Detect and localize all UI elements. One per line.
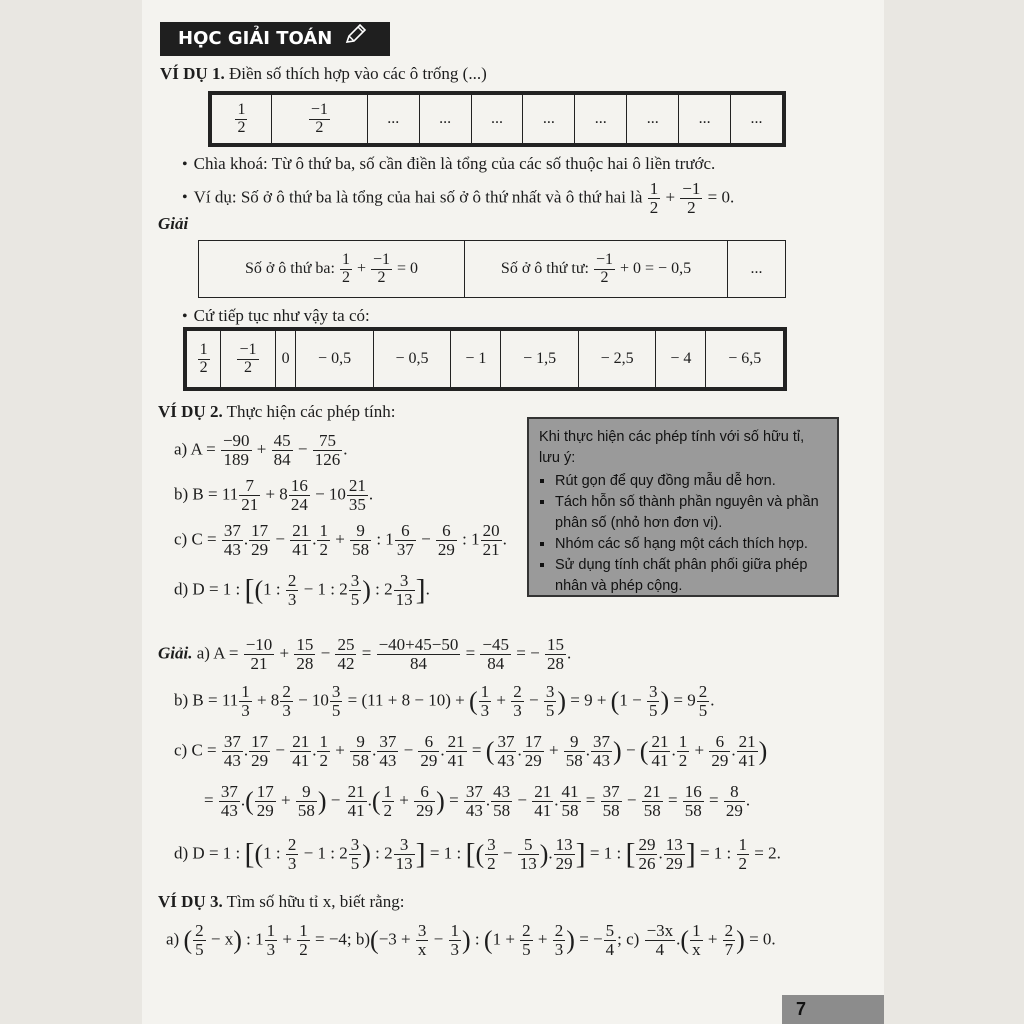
ex2-a: a) A = $\frac{-90}{189}$ + $\frac{45}{84}$ − $\frac{75}{126}$ . [174, 431, 348, 469]
ex2-sol-c1: c) C = $\frac{37}{43}$ . $\frac{17}{29}$ − $\frac{21}{41}$ . $\frac{1}{2}$ + $\frac{9}{58}$ . $\frac{37}{43}$ − $\frac{6}{29}$ . $\frac{21}{41}$ = ( $\frac{37}{43}$ . $\frac{17}{29}$ + $\frac{9}{58}$ . $\frac{37}{43}$ ) − ( $\frac{21}{41}$ . $\frac{1}{2}$ + $\frac{6}{29}$ . $\frac{21}{41}$ ) [174, 732, 768, 770]
ex3-title: VÍ DỤ 3. [158, 892, 223, 911]
ex1-title: VÍ DỤ 1. [160, 64, 225, 83]
ex2-sol-a: Giải. a) A = $\frac{-10}{21}$ + $\frac{15}{28}$ − $\frac{25}{42}$ = $\frac{-40+45-50}{84}$ = $\frac{-45}{84}$ = − $\frac{15}{28}$ . [158, 635, 572, 673]
note-item: ▪ Sử dụng tính chất phân phối giữa phép nhân và phép cộng. [555, 555, 827, 597]
page-number: 7 [782, 995, 884, 1024]
ex1-solution-box: Số ở ô thứ ba: $\frac{1}{2}$ + $\frac{-1}{2}$ = 0 Số ở ô thứ tư: $\frac{-1}{2}$ + 0 = − 0,5 ... [198, 240, 786, 298]
note-item: ▪ Nhóm các số hạng một cách thích hợp. [555, 534, 827, 555]
ex1-grid-top: $\frac{1}{2}$ $\frac{-1}{2}$ ... ... ... ... ... ... ... ... [211, 94, 783, 144]
note-list [539, 471, 827, 597]
note-item: ▪ Rút gọn để quy đồng mẫu dễ hơn. [555, 471, 827, 492]
ex2-title: VÍ DỤ 2. [158, 402, 223, 421]
ex2-heading [158, 402, 395, 422]
ex2-sol-c2: = $\frac{37}{43}$ .( $\frac{17}{29}$ + $\frac{9}{58}$ ) − $\frac{21}{41}$ .( $\frac{1}{2}$ + $\frac{6}{29}$ ) = $\frac{37}{43}$ . $\frac{43}{58}$ − $\frac{21}{41}$ . $\frac{41}{58}$ = $\frac{37}{58}$ − $\frac{21}{58}$ = $\frac{16}{58}$ = $\frac{8}{29}$ . [204, 782, 751, 820]
ex2-sol-b: b) B = 11 $\frac{1}{3}$ + 8 $\frac{2}{3}$ − 10 $\frac{3}{5}$ = (11 + 8 − 10) + ( $\frac{1}{3}$ + $\frac{2}{3}$ − $\frac{3}{5}$ ) = 9 + (1 − $\frac{3}{5}$ ) = 9 $\frac{2}{5}$ . [174, 682, 715, 720]
ex3-text: Tìm số hữu tỉ x, biết rằng: [226, 892, 405, 911]
book-page [142, 0, 884, 1024]
section-title: HỌC GIẢI TOÁN [178, 28, 333, 49]
ex2-text: Thực hiện các phép tính: [226, 402, 396, 421]
ex2-c: c) C = $\frac{37}{43}$ . $\frac{17}{29}$ − $\frac{21}{41}$ . $\frac{1}{2}$ + $\frac{9}{58}$ : 1 $\frac{6}{37}$ − $\frac{6}{29}$ : 1 $\frac{20}{21}$ . [174, 521, 507, 559]
ex3-heading [158, 892, 404, 912]
ex2-sol-d: d) D = 1 : [(1 : $\frac{2}{3}$ − 1 : 2 $\frac{3}{5}$ ) : 2 $\frac{3}{13}$ ] = 1 : [( $\frac{3}{2}$ − $\frac{5}{13}$ ). $\frac{13}{29}$ ] = 1 : [ $\frac{29}{26}$ . $\frac{13}{29}$ ] = 1 : $\frac{1}{2}$ = 2. [174, 835, 781, 873]
ex1-grid-bottom: $\frac{1}{2}$ $\frac{-1}{2}$ 0 − 0,5 − 0,5 − 1 − 1,5 − 2,5 − 4 − 6,5 [186, 330, 784, 388]
ex3-problems: a) ( $\frac{2}{5}$ − x) : 1 $\frac{1}{3}$ + $\frac{1}{2}$ = −4; b)(−3 + $\frac{3}{x}$ − $\frac{1}{3}$ ) : (1 + $\frac{2}{5}$ + $\frac{2}{3}$ ) = − $\frac{5}{4}$ ; c) $\frac{-3x}{4}$ .( $\frac{1}{x}$ + $\frac{2}{7}$ ) = 0. [166, 921, 776, 959]
ex1-solution-label: Giải [158, 214, 189, 233]
ex1-text: Điền số thích hợp vào các ô trống (...) [228, 64, 487, 83]
note-item: ▪ Tách hỗn số thành phần nguyên và phần phân số (nhỏ hơn đơn vị). [555, 492, 827, 534]
pencil-icon [345, 22, 367, 56]
ex1-hint: • Chìa khoá: Từ ô thứ ba, số cần điền là tổng của các số thuộc hai ô liền trước. [182, 154, 715, 174]
note-intro: Khi thực hiện các phép tính với số hữu tỉ, lưu ý: [539, 429, 805, 467]
ex2-d: d) D = 1 : [(1 : $\frac{2}{3}$ − 1 : 2 $\frac{3}{5}$ ) : 2 $\frac{3}{13}$ ]. [174, 571, 430, 609]
ex1-continue: • Cứ tiếp tục như vậy ta có: [182, 306, 370, 326]
ex1-example: • Ví dụ: Số ở ô thứ ba là tổng của hai số ở ô thứ nhất và ô thứ hai là $\frac{1}{2}$ + $\frac{-1}{2}$ = 0. [182, 180, 734, 217]
ex2-note-box [527, 417, 839, 597]
ex1-heading [160, 64, 487, 84]
ex2-b: b) B = 11 $\frac{7}{21}$ + 8 $\frac{16}{24}$ − 10 $\frac{21}{35}$ . [174, 476, 374, 514]
section-header [160, 22, 390, 56]
